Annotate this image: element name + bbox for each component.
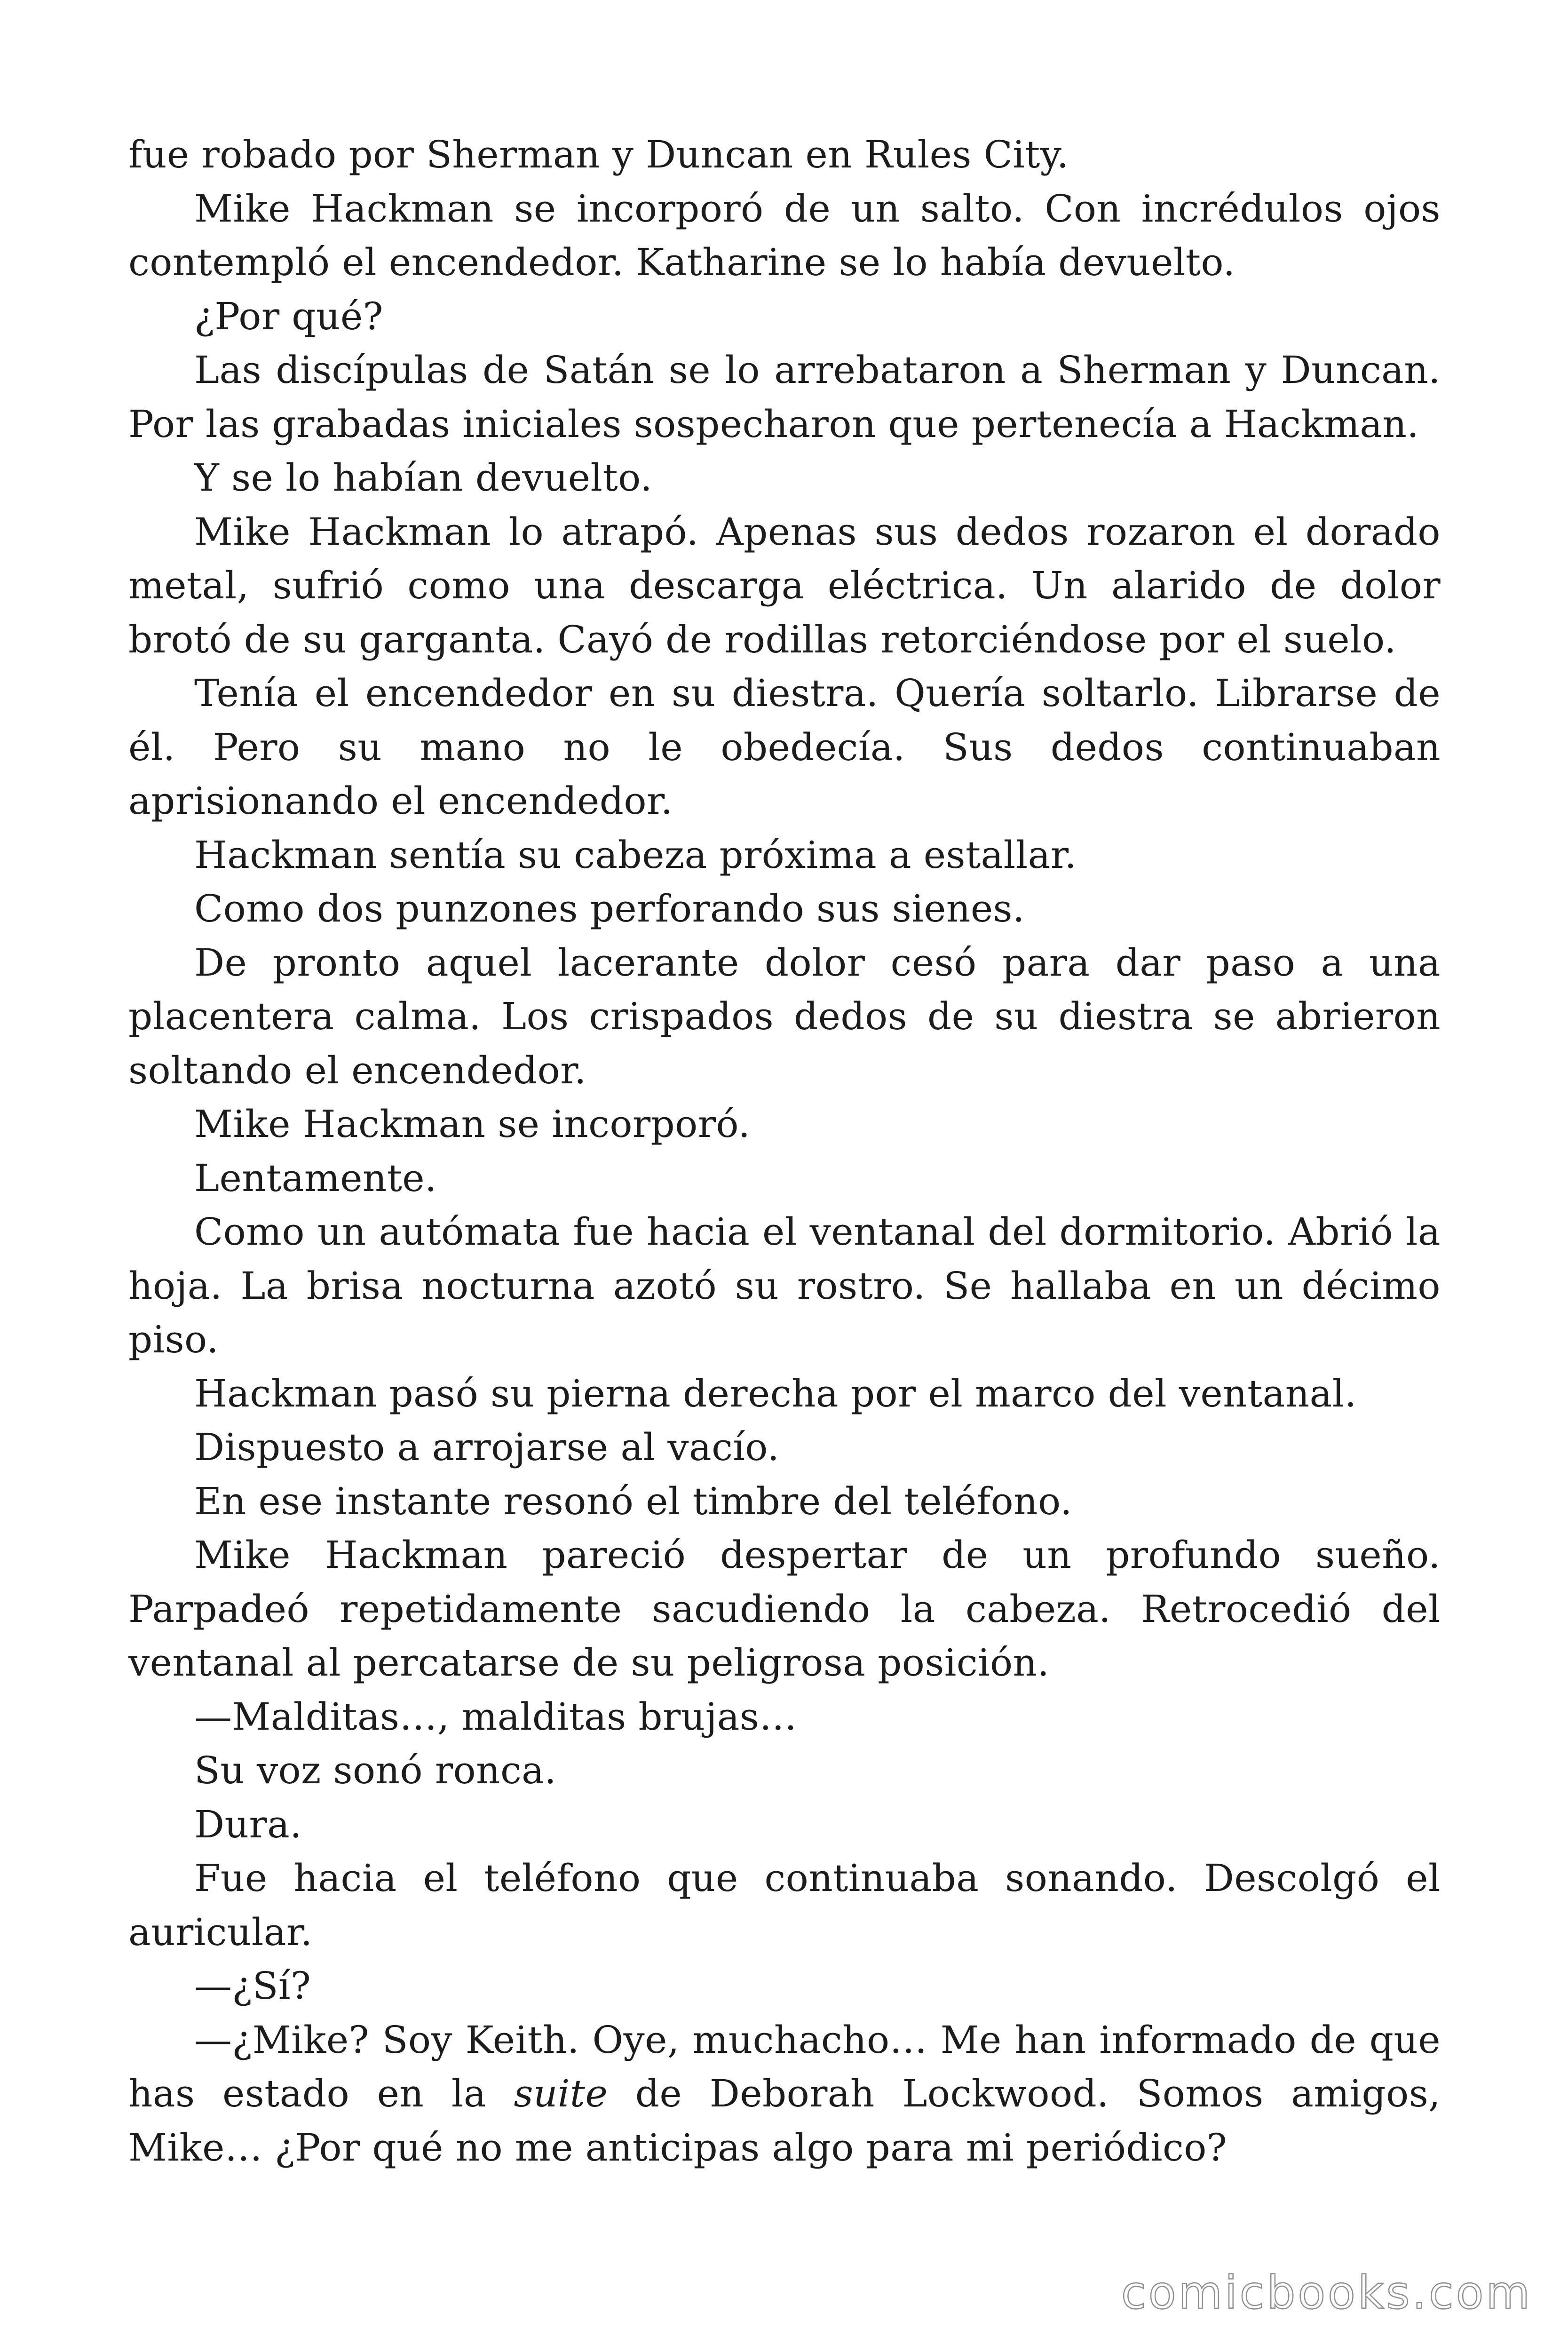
page-text xyxy=(128,128,1441,2175)
dialogue-text-end: de Deborah Lockwood. Somos amigos, Mike… ¿Por qué no me anticipas algo para mi periódico? xyxy=(128,2072,1441,2169)
paragraph: Como un autómata fue hacia el ventanal del dormitorio. Abrió la hoja. La brisa nocturna azotó su rostro. Se hallaba en un décimo piso. xyxy=(128,1210,1441,1361)
paragraph: Las discípulas de Satán se lo arrebataron a Sherman y Duncan. Por las grabadas iniciales sospecharon que pertenecía a Hackman. xyxy=(128,348,1441,446)
paragraph: Dura. xyxy=(194,1802,302,1846)
paragraph: En ese instante resonó el timbre del teléfono. xyxy=(194,1479,1072,1523)
paragraph: Mike Hackman lo atrapó. Apenas sus dedos rozaron el dorado metal, sufrió como una descarga eléctrica. Un alarido de dolor brotó de su garganta. Cayó de rodillas retorciéndose por el suelo. xyxy=(128,509,1441,661)
paragraph: Hackman pasó su pierna derecha por el marco del ventanal. xyxy=(194,1371,1357,1415)
paragraph: Tenía el encendedor en su diestra. Quería soltarlo. Librarse de él. Pero su mano no le obedecía. Sus dedos continuaban aprisionando el encendedor. xyxy=(128,671,1441,823)
paragraph: Mike Hackman se incorporó. xyxy=(194,1102,751,1146)
italic-word: suite xyxy=(514,2072,608,2115)
paragraph: ¿Por qué? xyxy=(194,294,383,338)
dialogue-line: —Malditas…, malditas brujas… xyxy=(194,1694,797,1739)
paragraph: Hackman sentía su cabeza próxima a estallar. xyxy=(194,833,1077,877)
paragraph: De pronto aquel lacerante dolor cesó para dar paso a una placentera calma. Los crispados dedos de su diestra se abrieron soltando el encendedor. xyxy=(128,940,1441,1092)
paragraph: Y se lo habían devuelto. xyxy=(194,456,653,500)
watermark-logo: comicbooks.com xyxy=(1121,2266,1532,2319)
paragraph: Fue hacia el teléfono que continuaba sonando. Descolgó el auricular. xyxy=(128,1856,1441,1954)
dialogue-line: —¿Sí? xyxy=(194,1964,311,2008)
paragraph: Lentamente. xyxy=(194,1156,437,1200)
paragraph-continuation: fue robado por Sherman y Duncan en Rules City. xyxy=(128,133,1069,176)
paragraph: Mike Hackman pareció despertar de un profundo sueño. Parpadeó repetidamente sacudiendo la cabeza. Retrocedió del ventanal al percatarse de su peligrosa posición. xyxy=(128,1533,1441,1685)
dialogue-text-start: —¿Mike? Soy Keith. Oye, muchacho… Me han informado de que has estado en la xyxy=(128,2018,1441,2115)
dialogue-line-last xyxy=(128,2013,1441,2175)
paragraph: Mike Hackman se incorporó de un salto. Con incrédulos ojos contempló el encendedor. Katharine se lo había devuelto. xyxy=(128,186,1441,284)
paragraph: Como dos punzones perforando sus sienes. xyxy=(194,887,1025,930)
paragraph: Su voz sonó ronca. xyxy=(194,1748,557,1792)
paragraph: Dispuesto a arrojarse al vacío. xyxy=(194,1425,780,1469)
